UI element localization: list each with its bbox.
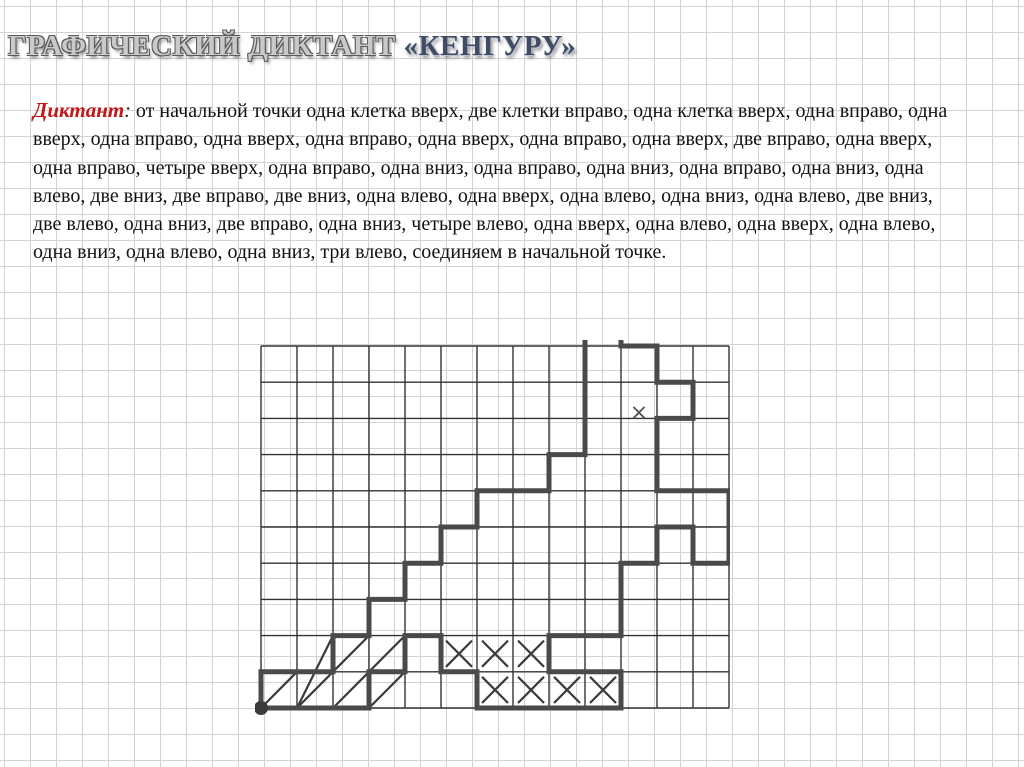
eye-mark: × [629,400,649,426]
dictation-paragraph [33,96,963,267]
dictation-label: Диктант [33,98,125,122]
title-accent: «КЕНГУРУ» [403,30,577,62]
hatch-line [297,672,333,708]
title-main: ГРАФИЧЕСКИЙ ДИКТАНТ [8,30,404,62]
hatch-line [369,636,405,672]
hatch-line [369,672,405,708]
dictation-colon: : [124,100,131,122]
hatch-line [333,636,369,672]
hatch-line [261,672,297,708]
slide-title [8,30,576,63]
dictation-text: от начальной точки одна клетка вверх, две клетки вправо, одна клетка вверх, одна вправо, одна вверх, одна вправо, одна вверх, одна вправо, одна вверх, одна вправо, одна вверх, две вправо, одна вверх, одна вправо, четыре вверх, одна вправо, одна вниз, одна вправо, одна вниз, одна вправо, одна вниз, одна влево, две вниз, две вправо, две вниз, одна влево, одна вверх, одна влево, одна вниз, одна влево, две вниз, две влево, одна вниз, две вправо, одна вниз, четыре влево, одна вверх, одна влево, одна вверх, одна влево, одна вниз, одна влево, одна вниз, три влево, соединяем в начальной точке. [33,100,948,264]
kangaroo-figure [255,340,730,720]
hatch-line [333,672,369,708]
